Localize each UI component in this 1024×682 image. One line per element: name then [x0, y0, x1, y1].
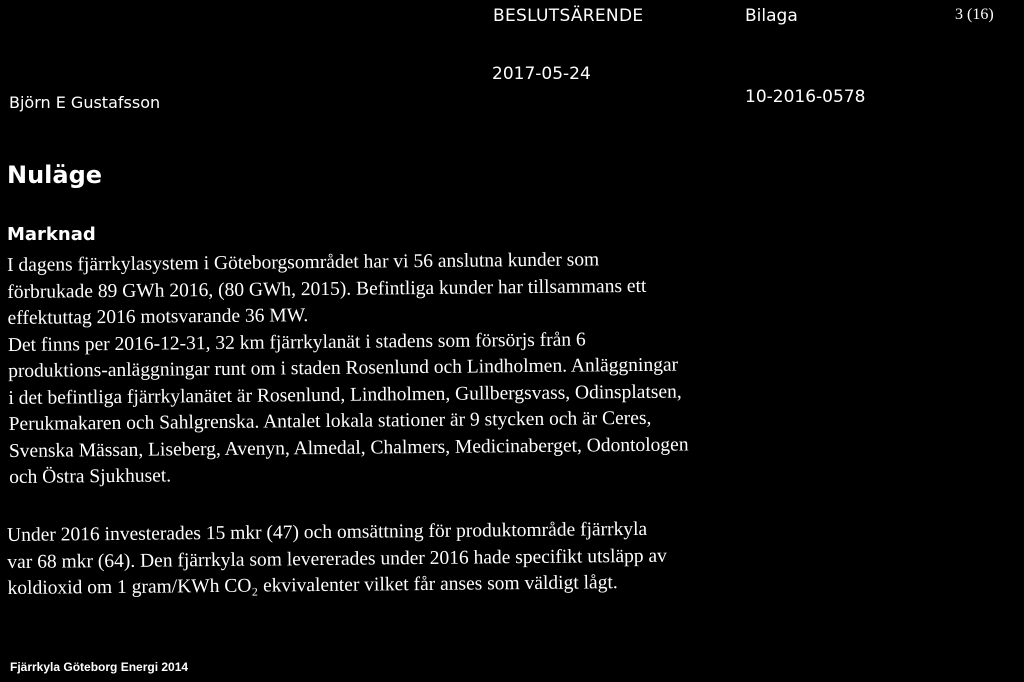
paragraph-line: effektuttag 2016 motsvarande 36 MW. [7, 305, 309, 329]
paragraph-line: Perukmakaren och Sahlgrenska. Antalet lokala stationer är 9 stycken och är Ceres, [8, 407, 652, 435]
page-number: 3 (16) [955, 6, 994, 23]
author-name: Björn E Gustafsson [9, 93, 161, 112]
paragraph-line: i det befintliga fjärrkylanätet är Rosenlund, Lindholmen, Gullbergsvass, Odinsplatsen, [8, 381, 682, 409]
paragraph-line: Svenska Mässan, Liseberg, Avenyn, Almedal, Chalmers, Medicinaberget, Odontologen [8, 433, 689, 462]
paragraph-line: Under 2016 investerades 15 mkr (47) och omsättning för produktområde fjärrkyla [7, 518, 648, 546]
paragraph-line: och Östra Sjukhuset. [9, 465, 172, 488]
section-heading: Nuläge [7, 161, 103, 189]
document-date: 2017-05-24 [492, 64, 591, 84]
attachment-label: Bilaga [745, 6, 798, 26]
case-number: 10-2016-0578 [745, 87, 866, 107]
paragraph-line: I dagens fjärrkylasystem i Göteborgsområdet har vi 56 anslutna kunder som [7, 249, 600, 276]
paragraph-line: var 68 mkr (64). Den fjärrkyla som levererades under 2016 hade specifikt utsläpp av [7, 545, 667, 573]
footer-caption: Fjärrkyla Göteborg Energi 2014 [10, 660, 189, 674]
subsection-heading: Marknad [7, 224, 96, 245]
paragraph-investment [7, 517, 667, 603]
paragraph-line: Det finns per 2016-12-31, 32 km fjärrkylanät i stadens som försörjs från 6 [7, 328, 586, 356]
paragraph-line: produktions-anläggningar runt om i staden Rosenlund och Lindholmen. Anläggningar [8, 354, 679, 382]
paragraph-line: förbrukade 89 GWh 2016, (80 GWh, 2015). Befintliga kunder har tillsammans ett [7, 275, 647, 303]
paragraph-market [7, 246, 689, 491]
paragraph-line: koldioxid om 1 gram/KWh CO₂ ekvivalenter vilket får anses som väldigt lågt. [7, 572, 618, 599]
document-type: BESLUTSÄRENDE [493, 6, 644, 26]
